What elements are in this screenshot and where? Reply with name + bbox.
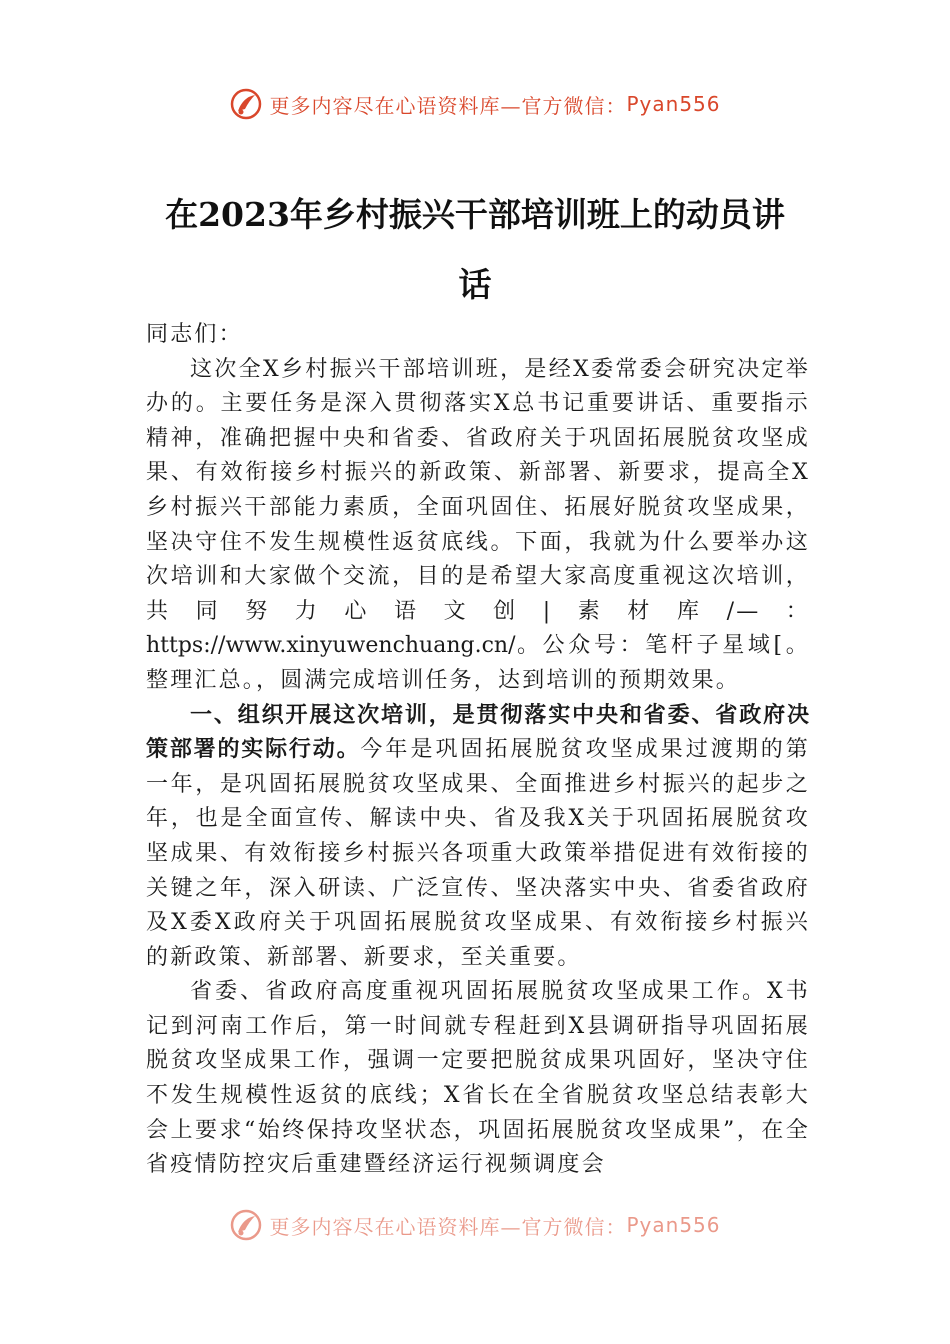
brush-logo-icon — [229, 1208, 263, 1242]
watermark-banner-bottom — [0, 1205, 950, 1245]
title-line-2: 话 — [458, 265, 492, 304]
watermark-banner-top — [0, 84, 950, 124]
salutation: 同志们： — [146, 322, 243, 347]
paragraph-intro-text: 这次全X乡村振兴干部培训班，是经X委常委会研究决定举办的。主要任务是深入贯彻落实X总书记重要讲话、重要指示精神，准确把握中央和省委、省政府关于巩固拓展脱贫攻坚成果、有效衔接乡村振兴的新政策、新部署、新要求，提高全X乡村振兴干部能力素质，全面巩固住、拓展好脱贫攻坚成果，坚决守住不发生规模性返贫底线。下面，我就为什么要举办这次培训和大家做个交流，目的是希望大家高度重视这次培训，共同努力心语文创|素材库/—： — [146, 356, 810, 624]
title-line-1: 在2023年乡村振兴干部培训班上的动员讲 — [165, 195, 785, 234]
brush-logo-icon — [229, 87, 263, 121]
document-title — [145, 180, 805, 320]
watermark-wechat-id: Pyan556 — [626, 1213, 721, 1237]
paragraph-intro-text-end: 。公众号：笔杆子星域[。整理汇总。，圆满完成培训任务，达到培训的预期效果。 — [146, 633, 810, 693]
document-body — [146, 318, 810, 1183]
paragraph-provincial: 省委、省政府高度重视巩固拓展脱贫攻坚成果工作。X书记到河南工作后，第一时间就专程赶到X县调研指导巩固拓展脱贫攻坚成果工作，强调一定要把脱贫成果巩固好，坚决守住不发生规模性返贫的底线；X省长在全省脱贫攻坚总结表彰大会上要求“始终保持攻坚状态，巩固拓展脱贫攻坚成果”，在全省疫情防控灾后重建暨经济运行视频调度会 — [146, 979, 810, 1178]
paragraph-intro — [146, 353, 810, 699]
section-1-heading: 一、组织开展这次培训，是贯彻落实中央和省委、省政府决策部署的实际行动。 — [146, 702, 810, 763]
paragraph-section-1 — [146, 699, 810, 976]
section-1-text: 今年是巩固拓展脱贫攻坚成果过渡期的第一年，是巩固拓展脱贫攻坚成果、全面推进乡村振兴的起步之年，也是全面宣传、解读中央、省及我X关于巩固拓展脱贫攻坚成果、有效衔接乡村振兴各项重大政策举措促进有效衔接的关键之年，深入研读、广泛宣传、坚决落实中央、省委省政府及X委X政府关于巩固拓展脱贫攻坚成果、有效衔接乡村振兴的新政策、新部署、新要求，至关重要。 — [146, 737, 810, 970]
watermark-text: 更多内容尽在心语资料库—官方微信： — [269, 1214, 627, 1239]
watermark-text: 更多内容尽在心语资料库—官方微信： — [269, 93, 627, 118]
watermark-wechat-id: Pyan556 — [626, 92, 721, 116]
website-url: https://www.xinyuwenchuang.cn/ — [146, 633, 516, 659]
